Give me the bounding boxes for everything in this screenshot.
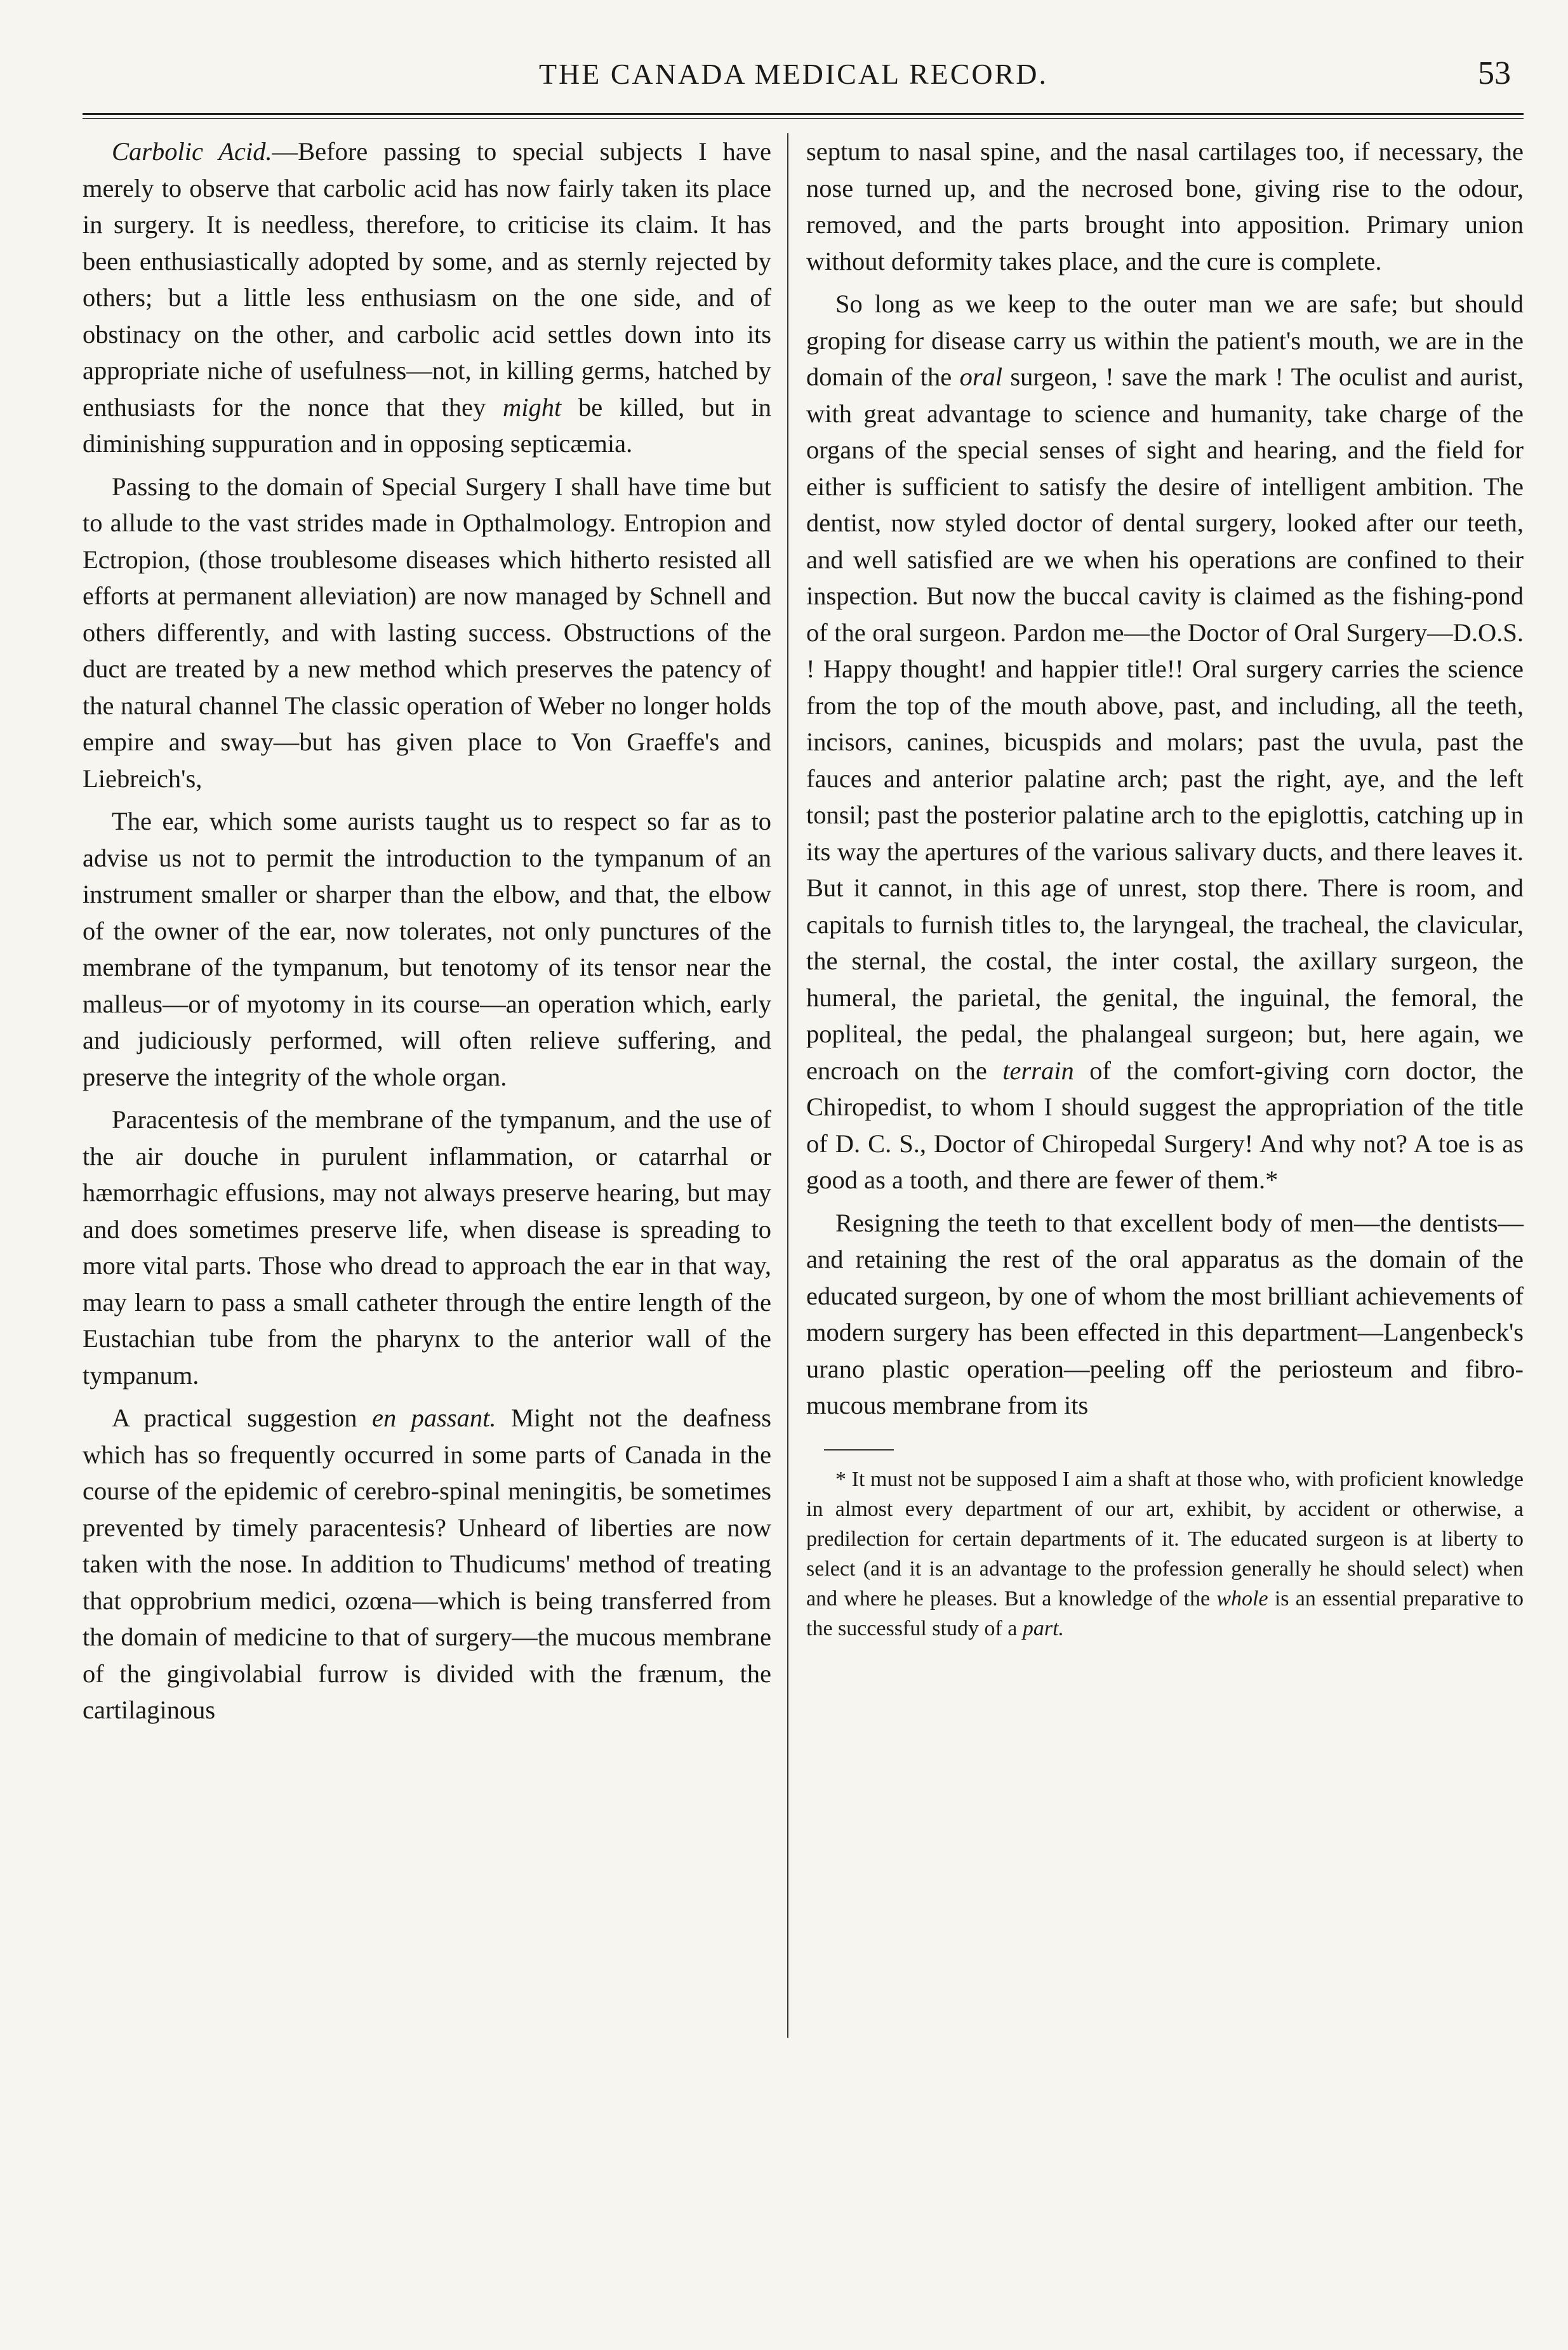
- header-rule: [83, 113, 1524, 119]
- emphasis-text: terrain: [1002, 1056, 1074, 1085]
- paragraph-oral-surgeon: [806, 286, 1524, 1198]
- footnote-text: * It must not be supposed I aim a shaft at those who, with proficient knowledge in almost every department of our art, exhibit, by accident or otherwise, a predilection for certain departments of it. The educated surgeon is at liberty to select (and it is an advantage to the profession generally he should select) when and where he pleases. But a knowledge of the: [806, 1467, 1524, 1610]
- footnote-rule: [824, 1449, 894, 1450]
- paragraph-text: —Before passing to special subjects I have merely to observe that carbolic acid has now fairly taken its place in surgery. It is needless, therefore, to criticise its claim. It has been enthusiastically adopted by some, and as sternly rejected by others; but a little less enthusiasm on the one side, and of obstinacy on the other, and carbolic acid settles down into its appropriate niche of usefulness—not, in killing germs, hatched by enthusiasts for the nonce that they: [83, 137, 771, 422]
- emphasis-text: en passant.: [371, 1404, 496, 1432]
- paragraph-text: of the comfort-giving corn doctor, the Chiropedist, to whom I should suggest the appropriation of the title of D. C. S., Doctor of Chiropedal Surgery! And why not? A toe is as good as a tooth, and there are fewer of them.*: [806, 1056, 1524, 1194]
- paragraph-practical-suggestion: [83, 1400, 771, 1729]
- paragraph-text: A practical suggestion: [112, 1404, 372, 1432]
- paragraph-ear: The ear, which some aurists taught us to respect so far as to advise us not to permit the introduction to the tympanum of an instrument smaller or sharper than the elbow, and that, the elbow of the owner of the ear, now tolerates, not only punctures of the membrane of the tympanum, but tenotomy of its tensor near the malleus—or of myotomy in its course—an operation which, early and judiciously performed, will often relieve suffering, and preserve the integrity of the whole organ.: [83, 807, 771, 1091]
- paragraph-special-surgery: Passing to the domain of Special Surgery I shall have time but to allude to the vast strides made in Opthalmology. Entropion and Ectropion, (those troublesome diseases which hitherto resisted all efforts at permanent alleviation) are now managed by Schnell and others differently, and with lasting success. Obstructions of the duct are treated by a new method which preserves the patency of the natural channel The classic operation of Weber no longer holds empire and sway—but has given place to Von Graeffe's and Liebreich's,: [83, 472, 771, 793]
- paragraph-text: Might not the deafness which has so frequently occurred in some parts of Canada in the course of the epidemic of cerebro-spinal meningitis, be sometimes prevented by timely paracentesis? Unheard of liberties are now taken with the nose. In addition to Thudicums' method of treating that opprobrium medici, ozœna—which is being transferred from the domain of medicine to that of surgery—the mucous membrane of the gingivolabial furrow is divided with the frænum, the cartilaginous: [83, 1404, 772, 1724]
- paragraph-carbolic-acid: [83, 133, 771, 462]
- footnote-text: is an essential preparative to the successful study of a: [806, 1586, 1524, 1640]
- emphasis-text: oral: [959, 362, 1003, 391]
- paragraph-text: be killed, but in diminishing suppuration and in opposing septicæmia.: [83, 392, 772, 458]
- paragraph-nasal-continued: septum to nasal spine, and the nasal cartilages too, if necessary, the nose turned up, and the necrosed bone, giving rise to the odour, removed, and the parts brought into apposition. Primary union without deformity takes place, and the cure is complete.: [806, 137, 1524, 275]
- emphasis-text: might: [502, 392, 562, 422]
- paragraph-text: So long as we keep to the outer man we are safe; but should groping for disease carry us within the patient's mouth, we are in the domain of the: [806, 289, 1524, 391]
- section-heading-carbolic-acid: Carbolic Acid.: [112, 137, 272, 166]
- column-divider: [787, 133, 788, 2038]
- journal-page: [63, 38, 1524, 2317]
- left-column: [83, 133, 771, 1729]
- page-header: [63, 38, 1524, 108]
- right-column: [806, 133, 1524, 1643]
- paragraph-resigning-teeth: Resigning the teeth to that excellent body of men—the dentists—and retaining the rest of the oral apparatus as the domain of the educated surgeon, by one of whom the most brilliant achievements of modern surgery has been effected in this department—Langenbeck's urano plastic operation—peeling off the periosteum and fibro-mucous membrane from its: [806, 1208, 1524, 1419]
- footnote: [806, 1464, 1524, 1643]
- article-columns: [63, 133, 1524, 2317]
- running-title: THE CANADA MEDICAL RECORD.: [538, 58, 1049, 90]
- paragraph-text: surgeon, ! save the mark ! The oculist and aurist, with great advantage to science and humanity, take charge of the organs of the special senses of sight and hearing, and the field for either is sufficient to satisfy the desire of intelligent ambition. The dentist, now styled doctor of dental surgery, looked after our teeth, and well satisfied are we when his operations are confined to their inspection. But now the buccal cavity is claimed as the fishing-pond of the oral surgeon. Pardon me—the Doctor of Oral Surgery—D.O.S. ! Happy thought! and happier title!! Oral surgery carries the science from the top of the mouth above, past, and including, all the teeth, incisors, canines, bicuspids and molars; past the uvula, past the fauces and anterior palatine arch; past the right, aye, and the left tonsil; past the posterior palatine arch to the epiglottis, catching up in its way the apertures of the various salivary ducts, and there leaves it. But it cannot, in this age of unrest, stop there. There is room, and capitals to furnish titles to, the laryngeal, the tracheal, the clavicular, the sternal, the costal, the inter costal, the axillary surgeon, the humeral, the parietal, the genital, the inguinal, the femoral, the popliteal, the pedal, the phalangeal surgeon; but, here again, we encroach on the: [806, 362, 1524, 1085]
- emphasis-text: part.: [1022, 1616, 1065, 1640]
- emphasis-text: whole: [1216, 1586, 1268, 1610]
- page-number: 53: [1478, 55, 1511, 91]
- paragraph-paracentesis: Paracentesis of the membrane of the tympanum, and the use of the air douche in purulent inflammation, or catarrhal or hæmorrhagic effusions, may not always preserve hearing, but may and does sometimes preserve life, when disease is spreading to more vital parts. Those who dread to approach the ear in that way, may learn to pass a small catheter through the entire length of the Eustachian tube from the pharynx to the anterior wall of the tympanum.: [83, 1105, 771, 1390]
